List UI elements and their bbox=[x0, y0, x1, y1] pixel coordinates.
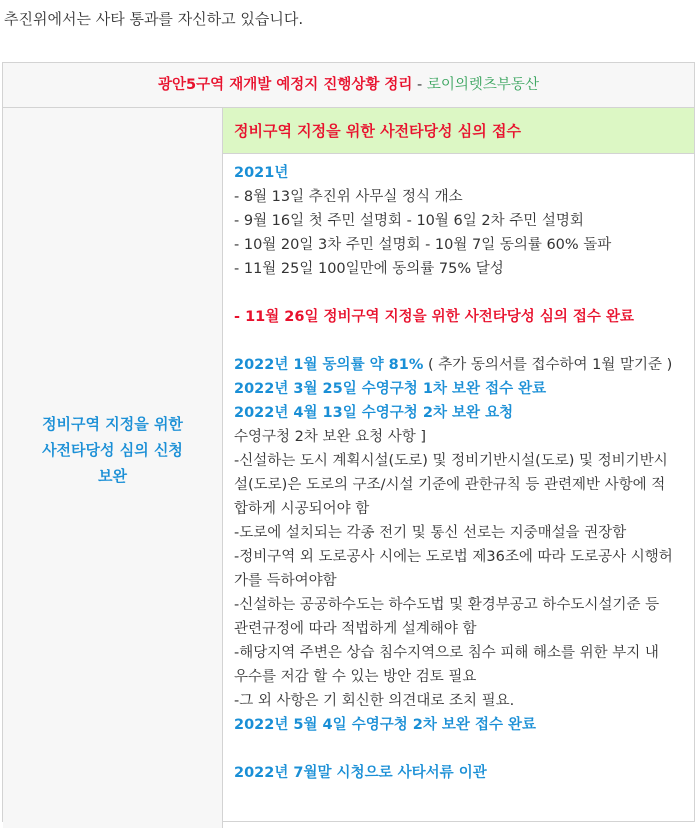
content-line: - 9월 16일 첫 주민 설명회 - 10월 6일 2차 주민 설명회 bbox=[234, 213, 584, 229]
table-title-row bbox=[3, 63, 694, 108]
content-line: - 11월 25일 100일만에 동의률 75% 달성 bbox=[234, 261, 504, 277]
content-line bbox=[234, 353, 690, 377]
content-line: 관련규정에 따라 적법하게 설계해야 함 bbox=[234, 621, 477, 637]
left-label-cell bbox=[3, 108, 223, 828]
content-line: 가를 득하여야함 bbox=[234, 573, 337, 589]
blank-line bbox=[234, 737, 690, 761]
content-line: 2022년 4월 13일 수영구청 2차 보완 요청 bbox=[234, 405, 514, 421]
section-header-cell bbox=[223, 108, 694, 154]
content-line: 2022년 3월 25일 수영구청 1차 보완 접수 완료 bbox=[234, 381, 547, 397]
content-line: 수영구청 2차 보완 요청 사항 ] bbox=[234, 429, 427, 445]
table-title: 광안5구역 재개발 예정지 진행상황 정리 bbox=[158, 77, 413, 93]
stage-label-line: 보완 bbox=[98, 467, 127, 485]
content-line: -해당지역 주변은 상습 침수지역으로 침수 피해 해소를 위한 부지 내 bbox=[234, 645, 659, 661]
content-line-note: ( 추가 동의서를 접수하여 1월 말기준 ) bbox=[423, 357, 673, 373]
stage-label bbox=[3, 411, 222, 489]
content-line: 설(도로)은 도로의 구조/시설 기준에 관한규칙 등 관련제반 사항에 적 bbox=[234, 477, 666, 493]
blank-line bbox=[234, 281, 690, 305]
title-separator: - bbox=[412, 77, 427, 93]
intro-text: 추진위에서는 사타 통과를 자신하고 있습니다. bbox=[4, 10, 304, 28]
content-line: 2022년 7월말 시청으로 사타서류 이관 bbox=[234, 765, 487, 781]
content-line: -도로에 설치되는 각종 전기 및 통신 선로는 지중매설을 권장함 bbox=[234, 525, 627, 541]
content-line: 우수를 저감 할 수 있는 방안 검토 필요 bbox=[234, 669, 477, 685]
content-line: 2022년 5월 4일 수영구청 2차 보완 접수 완료 bbox=[234, 717, 537, 733]
section-header: 정비구역 지정을 위한 사전타당성 심의 접수 bbox=[234, 122, 521, 140]
content-line: -정비구역 외 도로공사 시에는 도로법 제36조에 따라 도로공사 시행허 bbox=[234, 549, 673, 565]
stage-label-line: 사전타당성 심의 신청 bbox=[42, 441, 183, 459]
stage-label-line: 정비구역 지정을 위한 bbox=[42, 415, 183, 433]
content-line: - 8월 13일 추진위 사무실 정식 개소 bbox=[234, 189, 463, 205]
content-line: -신설하는 공공하수도는 하수도법 및 환경부공고 하수도시설기준 등 bbox=[234, 597, 660, 613]
content-line: 2021년 bbox=[234, 165, 289, 181]
progress-content bbox=[234, 161, 690, 785]
content-line-highlight: 2022년 1월 동의률 약 81% bbox=[234, 357, 424, 373]
content-line: -신설하는 도시 계획시설(도로) 및 정비기반시설(도로) 및 정비기반시 bbox=[234, 453, 668, 469]
content-line: 합하게 시공되어야 함 bbox=[234, 501, 370, 517]
content-line: -그 외 사항은 기 회신한 의견대로 조치 필요. bbox=[234, 693, 515, 709]
content-line: - 11월 26일 정비구역 지정을 위한 사전타당성 심의 접수 완료 bbox=[234, 309, 634, 325]
table-subtitle: 로이의렛츠부동산 bbox=[426, 77, 539, 93]
progress-table bbox=[2, 62, 695, 822]
content-line: - 10월 20일 3차 주민 설명회 - 10월 7일 동의률 60% 돌파 bbox=[234, 237, 612, 253]
blank-line bbox=[234, 329, 690, 353]
